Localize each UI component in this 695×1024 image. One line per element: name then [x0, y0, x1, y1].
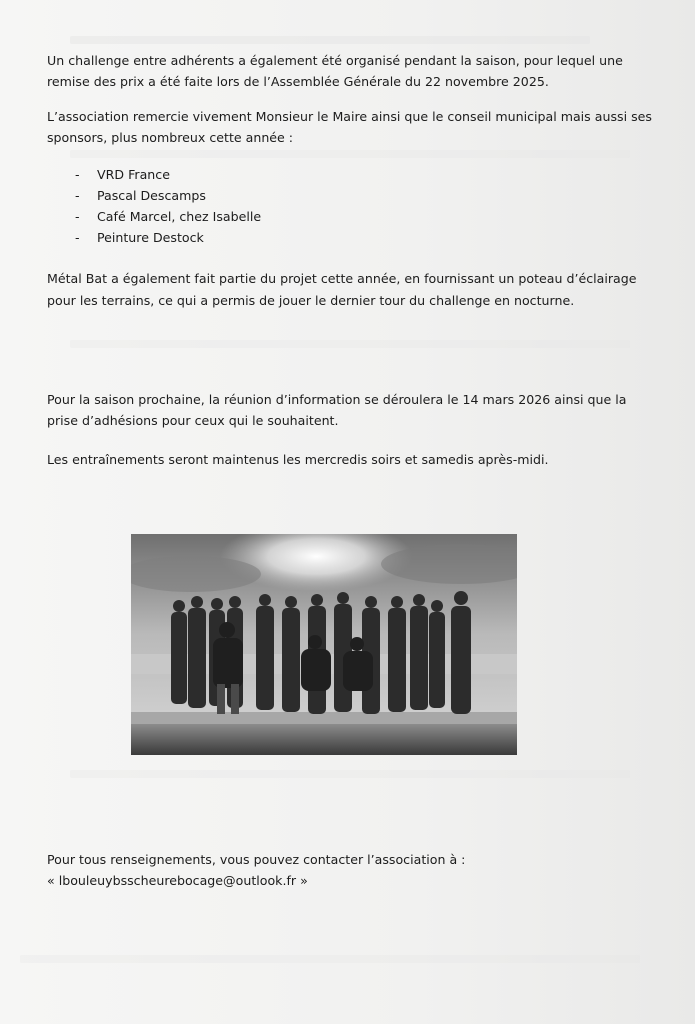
- contact-block: [47, 849, 657, 891]
- show-through-mark: [70, 770, 630, 778]
- sponsor-list-item: [75, 206, 261, 227]
- paragraph-challenge: Un challenge entre adhérents a également été organisé pendant la saison, pour lequel une remise des prix a été faite lors de l’Assemblée Générale du 22 novembre 2025.: [47, 53, 623, 89]
- show-through-mark: [70, 150, 630, 158]
- paragraph-metal-bat: Métal Bat a également fait partie du projet cette année, en fournissant un poteau d’éclairage pour les terrains, ce qui a permis de jouer le dernier tour du challenge en nocturne.: [47, 271, 637, 308]
- group-photo: [131, 534, 517, 755]
- sponsor-name: VRD France: [97, 167, 170, 182]
- contact-email[interactable]: « lbouleuybsscheurebocage@outlook.fr »: [47, 873, 308, 888]
- list-bullet: -: [75, 167, 80, 182]
- sponsor-name: Peinture Destock: [97, 230, 204, 245]
- list-bullet: -: [75, 209, 80, 224]
- paragraph-thanks: L’association remercie vivement Monsieur le Maire ainsi que le conseil municipal mais aussi ses sponsors, plus nombreux cette année :: [47, 109, 652, 145]
- sponsor-list-item: [75, 227, 261, 248]
- sponsor-name: Café Marcel, chez Isabelle: [97, 209, 262, 224]
- sponsor-list: [75, 164, 261, 248]
- show-through-mark: [20, 955, 640, 963]
- sponsor-list-item: [75, 185, 261, 206]
- group-photo-image: [131, 534, 517, 755]
- sponsor-list-item: [75, 164, 261, 185]
- paragraph-next-season: Pour la saison prochaine, la réunion d’information se déroulera le 14 mars 2026 ainsi que la prise d’adhésions pour ceux qui le souhaitent.: [47, 392, 627, 428]
- sponsor-name: Pascal Descamps: [97, 188, 206, 203]
- paragraph-training: Les entraînements seront maintenus les mercredis soirs et samedis après-midi.: [47, 452, 549, 467]
- list-bullet: -: [75, 188, 80, 203]
- list-bullet: -: [75, 230, 80, 245]
- contact-intro: Pour tous renseignements, vous pouvez contacter l’association à :: [47, 852, 466, 867]
- show-through-mark: [70, 340, 630, 348]
- show-through-mark: [70, 36, 590, 44]
